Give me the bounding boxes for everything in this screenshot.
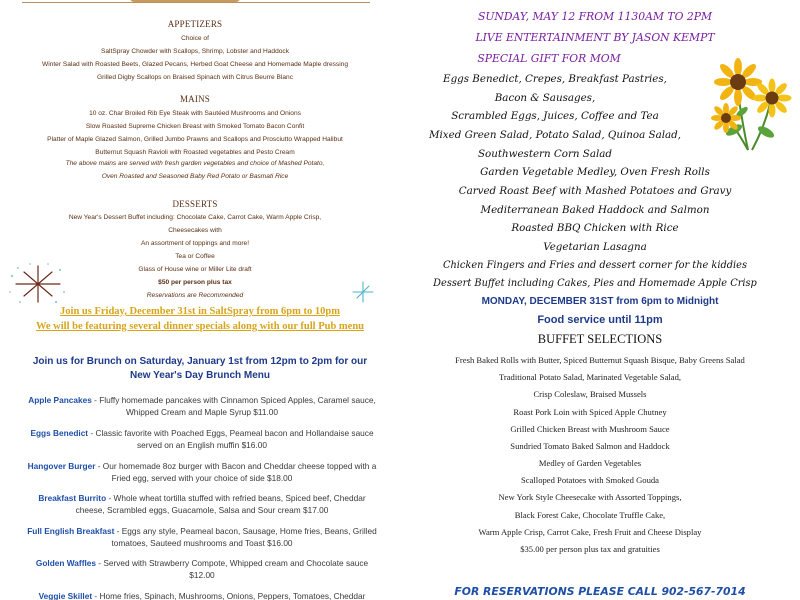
mains-title: MAINS [179, 94, 210, 104]
brunch-subheading: New Year's Day Brunch Menu [129, 370, 271, 381]
brunch-line: Carved Roast Beef with Mashed Potatoes and Gravy [458, 185, 732, 197]
brunch-item-desc: - Eggs any style, Peameal bacon, Sausage, Home fries, Beans, Grilled [114, 526, 377, 536]
gift-for-mom: SPECIAL GIFT FOR MOM [477, 52, 621, 65]
reservations-note: Reservations are Recommended [146, 292, 244, 299]
top-border [22, 2, 370, 3]
buffet-price: $35.00 per person plus tax and gratuities [520, 544, 660, 554]
brunch-item-veggie-skillet [18, 591, 386, 600]
buffet-item: Roast Pork Loin with Spiced Apple Chutney [513, 407, 667, 417]
buffet-item: Warm Apple Crisp, Carrot Cake, Fresh Fruit and Cheese Display [478, 527, 702, 537]
brunch-item-name: Hangover Burger [27, 461, 96, 471]
appetizer-item: Winter Salad with Roasted Beets, Glazed Pecans, Herbed Goat Cheese and Homemade Maple dressing [41, 61, 349, 68]
dessert-item: Glass of House wine or Miller Lite draft [138, 266, 252, 273]
buffet-item: Traditional Potato Salad, Marinated Vegetable Salad, [498, 372, 682, 382]
mains-note: Oven Roasted and Seasoned Baby Red Potato or Basmati Rice [101, 173, 289, 180]
brunch-item-name: Full English Breakfast [27, 526, 115, 536]
buffet-item: Fresh Baked Rolls with Butter, Spiced Butternut Squash Bisque, Baby Greens Salad [455, 355, 745, 365]
desserts-title: DESSERTS [172, 199, 218, 209]
main-item: Platter of Maple Glazed Salmon, Grilled Jumbo Prawns and Scallops and Prosciutto Wrapped Halibut [47, 136, 343, 143]
pub-menu-promo: We will be featuring several dinner specials along with our full Pub menu [35, 321, 365, 332]
reservations-phone: FOR RESERVATIONS PLEASE CALL 902-567-7014 [454, 585, 746, 598]
brunch-item-name: Breakfast Burrito [38, 493, 107, 503]
brunch-line: Chicken Fingers and Fries and dessert corner for the kiddies [442, 260, 748, 271]
brunch-item-desc: Whipped Cream and Maple Syrup $11.00 [125, 406, 279, 417]
main-item: 10 oz. Char Broiled Rib Eye Steak with Sautéed Mushrooms and Onions [89, 110, 301, 117]
brunch-item-desc: - Whole wheat tortilla stuffed with refried beans, Spiced beef, Cheddar [106, 493, 366, 503]
appetizer-item: SaltSpray Chowder with Scallops, Shrimp, Lobster and Haddock [100, 48, 289, 55]
brunch-item-desc: - Classic favorite with Poached Eggs, Peameal bacon and Hollandaise sauce [88, 428, 374, 438]
brunch-item-hangover-burger [18, 461, 386, 484]
brunch-item-desc: - Served with Strawberry Compote, Whipped cream and Chocolate sauce [96, 558, 369, 568]
brunch-item-desc: served on an English muffin $16.00 [137, 439, 267, 450]
brunch-line: Garden Vegetable Medley, Oven Fresh Rolls [480, 166, 710, 178]
brunch-item-desc: - Fluffy homemade pancakes with Cinnamon Spiced Apples, Caramel sauce, [91, 395, 376, 405]
sparkle-icon [348, 280, 378, 304]
brunch-line: Roasted BBQ Chicken with Rice [511, 222, 679, 234]
brunch-heading: Join us for Brunch on Saturday, January 1st from 12pm to 2pm for our [32, 356, 368, 367]
dessert-item: New Year's Dessert Buffet including: Chocolate Cake, Carrot Cake, Warm Apple Crisp, [68, 214, 322, 221]
dessert-item: Tea or Coffee [175, 253, 215, 260]
dessert-price: $50 per person plus tax [158, 279, 232, 286]
brunch-line: Dessert Buffet including Cakes, Pies and Homemade Apple Crisp [433, 278, 757, 289]
brunch-item-desc: - Home fries, Spinach, Mushrooms, Onions, Peppers, Tomatoes, Cheddar [92, 591, 366, 600]
brunch-item-full-english [18, 526, 386, 549]
main-item: Butternut Squash Ravioli with Roasted vegetables and Pesto Cream [95, 149, 295, 156]
brunch-line: Vegetarian Lasagna [543, 241, 647, 253]
buffet-item: Black Forest Cake, Chocolate Truffle Cake, [514, 510, 666, 520]
buffet-item: Sundried Tomato Baked Salmon and Haddock [510, 441, 670, 451]
buffet-title: BUFFET SELECTIONS [537, 332, 663, 346]
appetizer-item: Grilled Digby Scallops on Braised Spinach with Citrus Beurre Blanc [96, 74, 294, 81]
buffet-item: Scalloped Potatoes with Smoked Gouda [521, 475, 659, 485]
brunch-line: Eggs Benedict, Crepes, Breakfast Pastries, [443, 73, 667, 85]
dessert-item: Cheesecakes with [168, 227, 222, 234]
event-date: SUNDAY, MAY 12 FROM 1130AM TO 2PM [477, 10, 713, 23]
brunch-item-desc: cheese, Scrambled eggs, Guacamole, Salsa and Sour cream $17.00 [75, 504, 329, 515]
food-service: Food service until 11pm [537, 314, 663, 326]
buffet-item: Crisp Coleslaw, Braised Mussels [533, 389, 647, 399]
friday-promo: Join us Friday, December 31st in SaltSpray from 6pm to 10pm [60, 306, 340, 317]
brunch-item-name: Eggs Benedict [30, 428, 89, 438]
brunch-item-apple-pancakes [18, 395, 386, 418]
header-tab [130, 0, 240, 2]
brunch-line: Bacon & Sausages, [494, 92, 596, 104]
brunch-line: Mixed Green Salad, Potato Salad, Quinoa Salad, [428, 129, 682, 141]
entertainment: LIVE ENTERTAINMENT BY JASON KEMPT [475, 31, 715, 44]
nye-date: MONDAY, DECEMBER 31ST from 6pm to Midnight [481, 296, 719, 307]
mains-note: The above mains are served with fresh garden vegetables and choice of Mashed Potato, [65, 160, 325, 167]
dessert-item: An assortment of toppings and more! [140, 240, 250, 247]
brunch-item-desc: Fried egg, served with your choice of side $18.00 [111, 472, 293, 483]
buffet-item: New York Style Cheesecake with Assorted Toppings, [498, 492, 682, 502]
brunch-item-desc: tomatoes, Sauteed mushrooms and Toast $16.00 [111, 537, 293, 548]
brunch-item-golden-waffles [18, 558, 386, 581]
brunch-item-eggs-benedict [18, 428, 386, 451]
mothers-day-panel [400, 0, 800, 600]
buffet-item: Medley of Garden Vegetables [538, 458, 642, 468]
brunch-item-desc: $12.00 [189, 569, 215, 580]
buffet-item: Grilled Chicken Breast with Mushroom Sauce [510, 424, 670, 434]
appetizers-title: APPETIZERS [167, 19, 223, 29]
brunch-item-name: Apple Pancakes [28, 395, 92, 405]
firework-sparkle-icon [8, 262, 68, 307]
brunch-line: Mediterranean Baked Haddock and Salmon [480, 204, 710, 216]
brunch-item-name: Veggie Skillet [38, 591, 93, 600]
main-item: Slow Roasted Supreme Chicken Breast with Smoked Tomato Bacon Confit [85, 123, 305, 130]
brunch-item-breakfast-burrito [18, 493, 386, 516]
brunch-line: Southwestern Corn Salad [477, 148, 613, 160]
brunch-item-desc: - Our homemade 8oz burger with Bacon and Cheddar cheese topped with a [95, 461, 377, 471]
appetizers-subtitle: Choice of [181, 35, 209, 42]
brunch-line: Scrambled Eggs, Juices, Coffee and Tea [451, 110, 659, 122]
brunch-item-name: Golden Waffles [35, 558, 96, 568]
